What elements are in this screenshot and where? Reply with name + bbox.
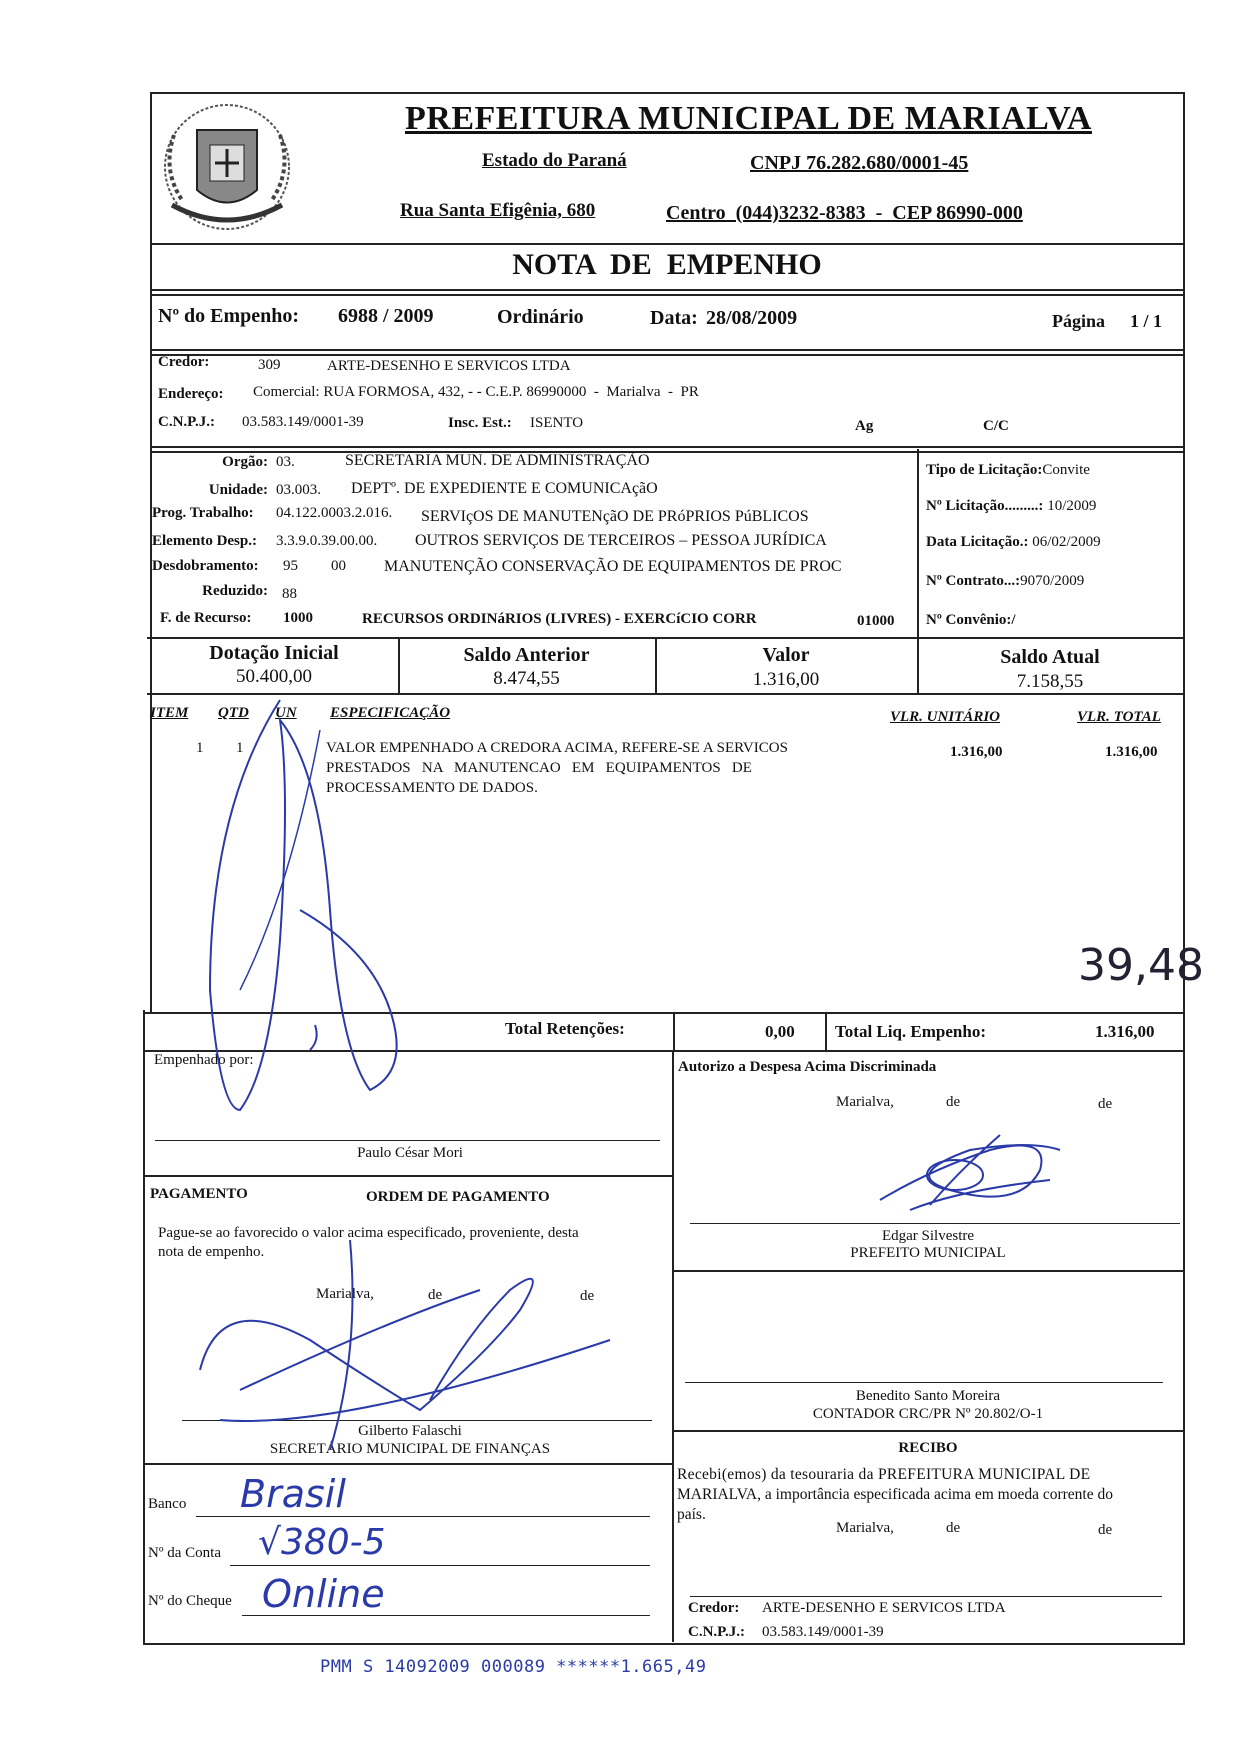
insc-est-label: Insc. Est.: (448, 415, 512, 431)
pagamento-place: Marialva, (316, 1286, 374, 1302)
elem-code: 3.3.9.0.39.00.00. (276, 533, 378, 549)
empenho-number-label: Nº do Empenho: (158, 305, 300, 327)
orgao-name: SECRETARIA MUN. DE ADMINISTRAÇÃO (345, 452, 650, 469)
recibo-text3: país. (677, 1506, 706, 1523)
prefeito-name: Edgar Silvestre (881, 1228, 975, 1244)
unidade-code: 03.003. (276, 482, 321, 498)
credor-cnpj-label: C.N.P.J.: (158, 414, 215, 430)
address-label: Endereço: (158, 386, 224, 402)
pagamento-de1: de (428, 1287, 443, 1303)
recibo-text1: Recebi(emos) da tesouraria da PREFEITURA MUNICIPAL DE (677, 1466, 1091, 1483)
document-title: NOTA DE EMPENHO (512, 248, 822, 281)
item-number: 1 (196, 740, 204, 756)
credor-label: Credor: (158, 354, 210, 370)
conta-label: Nº da Conta (148, 1545, 221, 1561)
municipality-title: PREFEITURA MUNICIPAL DE MARIALVA (405, 100, 1092, 137)
item-spec-line3: PROCESSAMENTO DE DADOS. (326, 780, 538, 796)
saldo-anterior-label: Saldo Anterior (463, 644, 590, 666)
autorizo-label: Autorizo a Despesa Acima Discriminada (678, 1059, 937, 1075)
col-spec: ESPECIFICAÇÃO (330, 705, 451, 721)
fonte-code: 1000 (283, 610, 313, 626)
recibo-de2: de (1098, 1522, 1113, 1538)
header-address-rest: Centro (044)3232-8383 - CEP 86990-000 (666, 202, 1023, 224)
elem-name: OUTROS SERVIÇOS DE TERCEIROS – PESSOA JURÍDICA (415, 532, 827, 549)
account-label: C/C (983, 418, 1009, 434)
convenio-label: Nº Convênio:/ (926, 612, 1016, 628)
signature-empenho-icon (180, 690, 440, 1130)
liquido-value: 1.316,00 (1095, 1022, 1155, 1041)
licitacao-date-value: 06/02/2009 (1032, 534, 1101, 550)
orgao-label: Orgão: (222, 454, 268, 470)
retencoes-value: 0,00 (765, 1022, 795, 1041)
licitacao-type-label: Tipo de Licitação: (926, 462, 1043, 478)
recibo-text2: MARIALVA, a importância especificada acima em moeda corrente do (677, 1486, 1113, 1503)
cheque-label: Nº do Cheque (148, 1593, 232, 1609)
dotacao-label: Dotação Inicial (209, 642, 339, 664)
recibo-cnpj-label: C.N.P.J.: (688, 1624, 745, 1640)
prog-label: Prog. Trabalho: (152, 505, 254, 521)
licitacao-number-label: Nº Licitação.........: (926, 498, 1044, 514)
secretario-name: Gilberto Falaschi (358, 1423, 462, 1439)
header-cnpj: CNPJ 76.282.680/0001-45 (750, 152, 969, 174)
prog-name: SERVIçOS DE MANUTENçãO DE PRóPRIOS PúBLICOS (421, 508, 809, 525)
saldo-anterior-value: 8.474,55 (493, 668, 560, 689)
item-total-value: 1.316,00 (1105, 744, 1158, 760)
coat-of-arms-icon (152, 95, 302, 240)
item-unit-value: 1.316,00 (950, 744, 1003, 760)
credor-cnpj: 03.583.149/0001-39 (242, 414, 364, 430)
retencoes-label: Total Retenções: (505, 1019, 625, 1038)
pagamento-de2: de (580, 1288, 595, 1304)
pagamento-text2: nota de empenho. (158, 1244, 265, 1260)
fonte-label: F. de Recurso: (160, 610, 252, 626)
recibo-credor-label: Credor: (688, 1600, 740, 1616)
reduzido-value: 88 (282, 586, 297, 602)
credor-code: 309 (258, 357, 281, 373)
insc-est-value: ISENTO (530, 415, 584, 431)
banco-label: Banco (148, 1496, 187, 1512)
orgao-code: 03. (276, 454, 295, 470)
saldo-atual-value: 7.158,55 (1016, 671, 1084, 692)
ordem-pagamento-label: ORDEM DE PAGAMENTO (366, 1189, 550, 1205)
credor-name: ARTE-DESENHO E SERVICOS LTDA (327, 358, 571, 374)
desd-code1: 95 (283, 558, 298, 574)
empenho-number: 6988 / 2009 (338, 305, 434, 327)
recibo-cnpj-value: 03.583.149/0001-39 (762, 1624, 884, 1640)
licitacao-date-label: Data Licitação.: (926, 534, 1029, 550)
item-spec-line2: PRESTADOS NA MANUTENCAO EM EQUIPAMENTOS DE (326, 760, 752, 776)
page-number: 1 / 1 (1130, 311, 1163, 331)
valor-label: Valor (762, 644, 810, 666)
col-item: ITEM (150, 705, 189, 721)
credor-address: Comercial: RUA FORMOSA, 432, - - C.E.P. 86990000 - Marialva - PR (253, 384, 699, 400)
desd-label: Desdobramento: (152, 558, 259, 574)
secretario-role: SECRETÁRIO MUNICIPAL DE FINANÇAS (269, 1441, 551, 1457)
page-label: Página (1052, 311, 1106, 331)
licitacao-number-value: 10/2009 (1047, 498, 1097, 514)
recibo-label: RECIBO (898, 1440, 958, 1456)
recibo-credor-name: ARTE-DESENHO E SERVICOS LTDA (762, 1600, 1006, 1616)
col-total-value: VLR. TOTAL (1077, 709, 1161, 725)
desd-code2: 00 (331, 558, 346, 574)
empenho-date: 28/08/2009 (706, 307, 798, 329)
licitacao-number (926, 498, 1096, 515)
empenhado-name: Paulo César Mori (357, 1145, 463, 1161)
agency-label: Ag (855, 418, 874, 434)
desd-name: MANUTENÇÃO CONSERVAÇÃO DE EQUIPAMENTOS DE PROC (384, 558, 842, 575)
conta-value: √380-5 (258, 1522, 386, 1563)
autorizo-place: Marialva, (836, 1094, 894, 1110)
unidade-label: Unidade: (208, 482, 268, 498)
unidade-name: DEPTº. DE EXPEDIENTE E COMUNICAçãO (351, 480, 658, 497)
dotacao-value: 50.400,00 (236, 666, 312, 687)
contrato-value: 9070/2009 (1020, 573, 1085, 589)
signature-prefeito-icon (870, 1130, 1070, 1230)
prog-code: 04.122.0003.2.016. (276, 505, 393, 521)
reduzido-label: Reduzido: (202, 583, 268, 599)
contador-role: CONTADOR CRC/PR Nº 20.802/O-1 (812, 1406, 1044, 1422)
empenho-type: Ordinário (497, 306, 584, 328)
empenho-date-label: Data: (650, 307, 698, 329)
contrato-label: Nº Contrato...: (926, 573, 1021, 589)
item-spec-line1: VALOR EMPENHADO A CREDORA ACIMA, REFERE-SE A SERVICOS (326, 740, 788, 756)
licitacao-date (926, 534, 1101, 551)
elem-label: Elemento Desp.: (152, 533, 257, 549)
signature-secretario-icon (190, 1230, 630, 1460)
liquido-label: Total Liq. Empenho: (835, 1022, 986, 1041)
col-qtd: QTD (218, 705, 249, 721)
recibo-de1: de (946, 1520, 961, 1536)
banco-value: Brasil (240, 1472, 346, 1516)
machine-stamp: PMM S 14092009 000089 ******1.665,49 (320, 1657, 707, 1677)
item-qty: 1 (236, 740, 244, 756)
licitacao-type (926, 462, 1090, 479)
fonte-name: RECURSOS ORDINáRIOS (LIVRES) - EXERCíCIO CORR (362, 611, 757, 627)
col-unit-value: VLR. UNITÁRIO (890, 709, 1001, 725)
autorizo-de2: de (1098, 1096, 1113, 1112)
recibo-place: Marialva, (836, 1520, 894, 1536)
fonte-number: 01000 (857, 613, 895, 629)
prefeito-role: PREFEITO MUNICIPAL (850, 1245, 1006, 1261)
contrato-number (926, 573, 1084, 590)
autorizo-de1: de (946, 1094, 961, 1110)
cheque-value: Online (262, 1572, 385, 1616)
valor-value: 1.316,00 (752, 669, 820, 690)
pagamento-text1: Pague-se ao favorecido o valor acima especificado, proveniente, desta (158, 1225, 579, 1241)
handwritten-annotation: 39,48 (1078, 940, 1204, 991)
pagamento-label: PAGAMENTO (150, 1186, 248, 1202)
state-label: Estado do Paraná (482, 150, 627, 171)
contador-name: Benedito Santo Moreira (855, 1388, 1001, 1404)
col-un: UN (275, 705, 297, 721)
saldo-atual-label: Saldo Atual (1000, 646, 1100, 668)
licitacao-type-value: Convite (1042, 462, 1090, 478)
empenhado-label: Empenhado por: (154, 1052, 254, 1068)
header-street: Rua Santa Efigênia, 680 (400, 200, 596, 221)
